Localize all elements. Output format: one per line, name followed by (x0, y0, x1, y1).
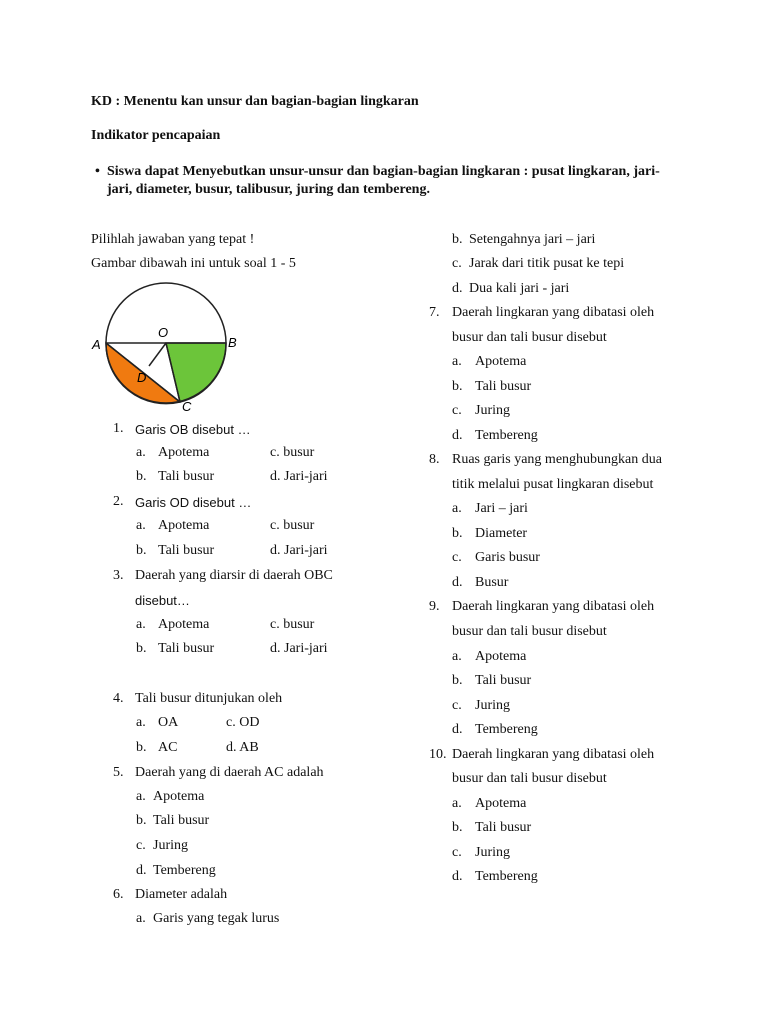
q10-option-a[interactable]: Apotema (475, 796, 527, 811)
q1-number: 1. (113, 421, 124, 436)
q2-option-b-letter: b. (136, 543, 147, 558)
q6-option-d-letter: d. (452, 281, 463, 296)
q8-number: 8. (429, 452, 440, 467)
q1-option-b[interactable]: Tali busur (158, 469, 215, 484)
q6-text: Diameter adalah (135, 887, 228, 902)
q8-option-d-letter: d. (452, 575, 463, 590)
q5-option-b-letter: b. (136, 813, 147, 828)
q3-option-a[interactable]: Apotema (158, 617, 210, 632)
q7-option-b[interactable]: Tali busur (475, 379, 532, 394)
q4-text: Tali busur ditunjukan oleh (135, 691, 283, 706)
q6-option-c-letter: c. (452, 256, 462, 271)
q3-text-line1: Daerah yang diarsir di daerah OBC (135, 568, 333, 583)
bullet-dot: • (95, 164, 100, 179)
label-c: C (182, 399, 192, 414)
q7-number: 7. (429, 305, 440, 320)
q3-option-c[interactable]: c. busur (270, 617, 315, 632)
q3-option-d[interactable]: d. Jari-jari (270, 641, 328, 656)
q3-option-b[interactable]: Tali busur (158, 641, 215, 656)
q7-option-a-letter: a. (452, 354, 462, 369)
bullet-line-1: Siswa dapat Menyebutkan unsur-unsur dan bagian-bagian lingkaran : pusat lingkaran, jari- (107, 164, 660, 179)
q6-option-c[interactable]: Jarak dari titik pusat ke tepi (469, 256, 625, 271)
q1-option-a-letter: a. (136, 445, 146, 460)
label-b: B (228, 335, 237, 350)
q9-option-d[interactable]: Tembereng (475, 722, 538, 737)
q9-option-a[interactable]: Apotema (475, 649, 527, 664)
kd-heading: KD : Menentu kan unsur dan bagian-bagian lingkaran (91, 94, 419, 109)
q8-text-line1: Ruas garis yang menghubungkan dua (452, 452, 662, 467)
label-d: D (137, 370, 147, 385)
q7-option-b-letter: b. (452, 379, 463, 394)
figure-caption: Gambar dibawah ini untuk soal 1 - 5 (91, 256, 296, 271)
q6-option-b[interactable]: Setengahnya jari – jari (469, 232, 596, 247)
q7-text-line1: Daerah lingkaran yang dibatasi oleh (452, 305, 655, 320)
q9-option-b[interactable]: Tali busur (475, 673, 532, 688)
q9-text-line2: busur dan tali busur disebut (452, 624, 607, 639)
q1-option-b-letter: b. (136, 469, 147, 484)
q8-option-c-letter: c. (452, 550, 462, 565)
q4-option-a-letter: a. (136, 715, 146, 730)
q7-option-d-letter: d. (452, 428, 463, 443)
q3-number: 3. (113, 568, 124, 583)
q10-text-line2: busur dan tali busur disebut (452, 771, 607, 786)
q7-option-a[interactable]: Apotema (475, 354, 527, 369)
label-o: O (158, 325, 169, 340)
indikator-heading: Indikator pencapaian (91, 128, 221, 143)
q7-option-c-letter: c. (452, 403, 462, 418)
q8-option-d[interactable]: Busur (475, 575, 509, 590)
q5-text: Daerah yang di daerah AC adalah (135, 765, 324, 780)
circle-figure (88, 278, 248, 418)
instruction-text: Pilihlah jawaban yang tepat ! (91, 232, 255, 247)
q9-text-line1: Daerah lingkaran yang dibatasi oleh (452, 599, 655, 614)
q10-option-b[interactable]: Tali busur (475, 820, 532, 835)
q10-option-d[interactable]: Tembereng (475, 869, 538, 884)
q4-option-a[interactable]: OA (158, 715, 179, 730)
q10-option-c[interactable]: Juring (475, 845, 510, 860)
q3-option-a-letter: a. (136, 617, 146, 632)
q1-option-c[interactable]: c. busur (270, 445, 315, 460)
q1-option-d[interactable]: d. Jari-jari (270, 469, 328, 484)
q2-option-c[interactable]: c. busur (270, 518, 315, 533)
q5-option-d[interactable]: Tembereng (153, 863, 216, 878)
q3-option-b-letter: b. (136, 641, 147, 656)
q6-number: 6. (113, 887, 124, 902)
q4-option-d[interactable]: d. AB (226, 740, 259, 755)
q8-option-a[interactable]: Jari – jari (475, 501, 528, 516)
q8-text-line2: titik melalui pusat lingkaran disebut (452, 477, 654, 492)
q10-option-c-letter: c. (452, 845, 462, 860)
q5-option-c-letter: c. (136, 838, 146, 853)
q4-option-c[interactable]: c. OD (226, 715, 260, 730)
q9-option-a-letter: a. (452, 649, 462, 664)
label-a: A (92, 337, 101, 352)
q3-text-line2: disebut… (135, 593, 190, 608)
q8-option-a-letter: a. (452, 501, 462, 516)
q6-option-d[interactable]: Dua kali jari - jari (469, 281, 570, 296)
q2-text: Garis OD disebut … (135, 495, 252, 510)
q4-option-b[interactable]: AC (158, 740, 178, 755)
q5-option-a[interactable]: Apotema (153, 789, 205, 804)
q2-option-b[interactable]: Tali busur (158, 543, 215, 558)
q10-number: 10. (429, 747, 447, 762)
q6-option-b-letter: b. (452, 232, 463, 247)
q9-option-d-letter: d. (452, 722, 463, 737)
q10-option-b-letter: b. (452, 820, 463, 835)
q8-option-b-letter: b. (452, 526, 463, 541)
q10-text-line1: Daerah lingkaran yang dibatasi oleh (452, 747, 655, 762)
q7-option-c[interactable]: Juring (475, 403, 510, 418)
q5-option-c[interactable]: Juring (153, 838, 188, 853)
q2-option-a[interactable]: Apotema (158, 518, 210, 533)
q4-option-b-letter: b. (136, 740, 147, 755)
q7-option-d[interactable]: Tembereng (475, 428, 538, 443)
q9-option-c-letter: c. (452, 698, 462, 713)
q5-option-d-letter: d. (136, 863, 147, 878)
q9-option-c[interactable]: Juring (475, 698, 510, 713)
q9-number: 9. (429, 599, 440, 614)
q2-option-a-letter: a. (136, 518, 146, 533)
q1-option-a[interactable]: Apotema (158, 445, 210, 460)
q6-option-a[interactable]: Garis yang tegak lurus (153, 911, 280, 926)
q2-option-d[interactable]: d. Jari-jari (270, 543, 328, 558)
q9-option-b-letter: b. (452, 673, 463, 688)
q2-number: 2. (113, 494, 124, 509)
q6-option-a-letter: a. (136, 911, 146, 926)
q10-option-a-letter: a. (452, 796, 462, 811)
q10-option-d-letter: d. (452, 869, 463, 884)
juring-region-obc (166, 343, 226, 402)
q5-option-a-letter: a. (136, 789, 146, 804)
q7-text-line2: busur dan tali busur disebut (452, 330, 607, 345)
q8-option-b[interactable]: Diameter (475, 526, 528, 541)
q5-option-b[interactable]: Tali busur (153, 813, 210, 828)
segment-od (149, 343, 166, 366)
q5-number: 5. (113, 765, 124, 780)
q8-option-c[interactable]: Garis busur (475, 550, 540, 565)
q1-text: Garis OB disebut … (135, 422, 251, 437)
bullet-line-2: jari, diameter, busur, talibusur, juring dan tembereng. (107, 182, 430, 197)
q4-number: 4. (113, 691, 124, 706)
